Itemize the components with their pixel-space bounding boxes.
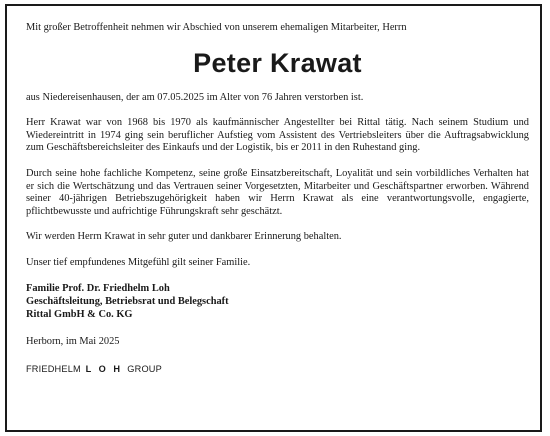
signatory-management: Geschäftsleitung, Betriebsrat und Belegschaft — [26, 295, 229, 307]
career-paragraph: Herr Krawat war von 1968 bis 1970 als kaufmännischer Angestellter bei Rittal tätig. Nach seinem Studium und Wiedereintritt in 1974 ging sein beruflicher Aufstieg vom Assistent des Vertriebsleiters über die Auftragsabwicklung zum Geschäftsbereichsleiter des Einkaufs und der Logistik, bis er 2011 in den Ruhestand ging. — [26, 117, 529, 154]
logo-right-text: GROUP — [127, 364, 162, 375]
obituary-frame — [5, 4, 542, 432]
signatory-family: Familie Prof. Dr. Friedhelm Loh — [26, 282, 170, 294]
place-date: Herborn, im Mai 2025 — [26, 335, 120, 347]
appreciation-paragraph: Durch seine hohe fachliche Kompetenz, seine große Einsatzbereitschaft, Loyalität und sein vorbildliches Verhalten hat er sich die Wertschätzung und das Vertrauen seiner Vorgesetzten, Mitarbeiter und Geschäftspartner erworben. Während seiner 40-jährigen Betriebszugehörigkeit haben wir Herrn Krawat als eine verantwortungsvolle, engagierte, pflichtbewusste und aufrichtige Führungskraft sehr geschätzt. — [26, 167, 529, 217]
death-line: aus Niedereisenhausen, der am 07.05.2025 im Alter von 76 Jahren verstorben ist. — [26, 91, 364, 103]
logo-mark: L O H — [85, 364, 123, 375]
condolence-paragraph: Unser tief empfundenes Mitgefühl gilt seiner Familie. — [26, 256, 251, 268]
signatories — [26, 282, 529, 321]
company-logo — [26, 363, 529, 376]
obituary-content — [26, 22, 529, 376]
memory-paragraph: Wir werden Herrn Krawat in sehr guter und dankbarer Erinnerung behalten. — [26, 231, 342, 243]
intro-text: Mit großer Betroffenheit nehmen wir Abschied von unserem ehemaligen Mitarbeiter, Herrn — [26, 22, 407, 33]
signatory-company: Rittal GmbH & Co. KG — [26, 308, 133, 320]
deceased-name: Peter Krawat — [193, 47, 362, 78]
logo-left-text: FRIEDHELM — [26, 364, 81, 375]
